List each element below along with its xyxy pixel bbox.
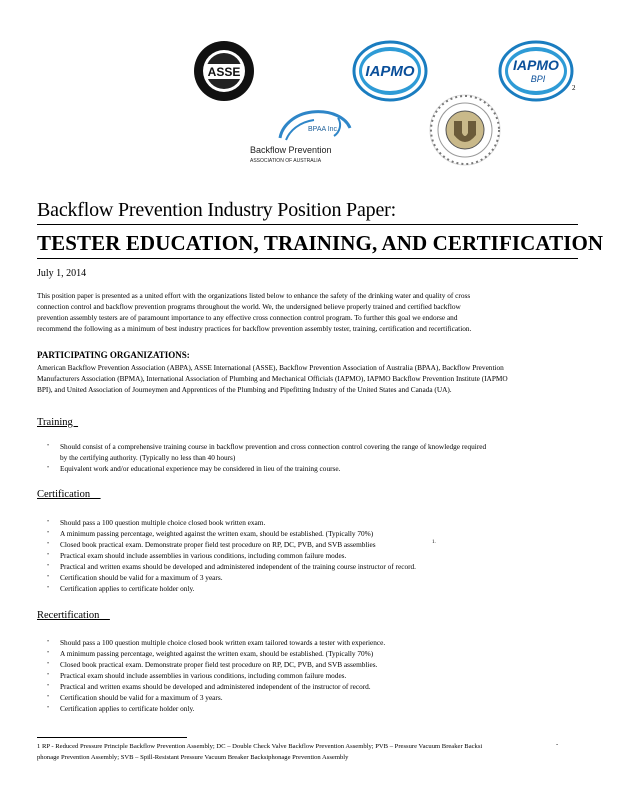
recertification-heading: Recertification: [37, 610, 110, 621]
participating-line: Manufacturers Association (BPMA), International Association of Plumbing and Mechanical Officials (IAPMO), IAPMO Backflow Prevention Institute (IAPMO: [37, 374, 508, 383]
svg-text:IAPMO: IAPMO: [365, 63, 415, 80]
document-subtitle: TESTER EDUCATION, TRAINING, AND CERTIFICATION: [37, 231, 604, 255]
list-item: • Closed book practical exam. Demonstrate proper field test procedure on RP, DC, PVB, and SVB assemblies: [47, 539, 416, 550]
training-heading: Training: [37, 417, 79, 428]
list-item-continuation: by the certifying authority. (Typically no less than 40 hours): [60, 453, 236, 462]
ua-seal-logo: [428, 93, 502, 167]
title-divider: [37, 224, 578, 225]
list-item: • A minimum passing percentage, weighted against the written exam, should be established. (Typically 70%): [47, 528, 416, 539]
list-item: • Practical exam should include assemblies in various conditions, including common failure modes.: [47, 670, 385, 681]
footnote: [37, 741, 567, 763]
list-item: • Should pass a 100 question multiple choice closed book written exam tailored towards a tester with experience.: [47, 637, 385, 648]
svg-text:IAPMO: IAPMO: [513, 57, 559, 73]
footnote-line: 1 RP - Reduced Pressure Principle Backflow Prevention Assembly; DC – Double Check Valve Backflow Prevention Assembly; PVB – Pressure Vacuum Breaker Backsi: [37, 743, 483, 750]
list-item: • Practical and written exams should be developed and administered independent of the instructor of record.: [47, 681, 385, 692]
participating-line: American Backflow Prevention Association (ABPA), ASSE International (ASSE), Backflow Prevention Association of Australia (BPAA), Backflow Prevention: [37, 363, 504, 372]
iapmo-bpi-logo: [498, 40, 574, 102]
intro-line: prevention assembly testers are of paramount importance to any effective cross connection control program. To further this goal we endorse and: [37, 313, 458, 322]
list-item: • Certification applies to certificate holder only.: [47, 703, 385, 714]
list-item: • Practical and written exams should be developed and administered independent of the training course instructor of record.: [47, 561, 416, 572]
participating-heading: PARTICIPATING ORGANIZATIONS:: [37, 350, 190, 360]
logo-footnote-mark: 2: [572, 84, 576, 92]
footnote-divider: [37, 737, 187, 738]
document-date: July 1, 2014: [37, 268, 87, 279]
document-title: Backflow Prevention Industry Position Paper:: [37, 199, 396, 221]
list-item: • Certification should be valid for a maximum of 3 years.: [47, 572, 416, 583]
intro-line: recommend the following as a minimum of best industry practices for backflow prevention assembly tester, training, certification and recertification.: [37, 324, 472, 333]
list-item: • A minimum passing percentage, weighted against the written exam, should be established. (Typically 70%): [47, 648, 385, 659]
list-item: • Certification should be valid for a maximum of 3 years.: [47, 692, 385, 703]
footnote-reference: 1.: [432, 540, 436, 545]
certification-heading: Certification: [37, 489, 101, 500]
intro-line: This position paper is presented as a united effort with the organizations listed below to enhance the safety of the drinking water and quality of cross: [37, 291, 471, 300]
asse-logo: [193, 40, 255, 102]
footnote-line: phonage Prevention Assembly; SVB – Spill-Resistant Pressure Vacuum Breaker Backsiphonage Prevention Assembly: [37, 754, 349, 761]
intro-paragraph: [37, 290, 517, 334]
svg-text:Backflow Prevention: Backflow Prevention: [250, 145, 332, 155]
list-item: • Should consist of a comprehensive training course in backflow prevention and cross connection control covering the range of knowledge required: [47, 441, 486, 452]
intro-line: connection control and backflow prevention programs throughout the world. We, the undersigned believe properly trained and certified backflow: [37, 302, 461, 311]
bpaa-logo: [250, 104, 360, 166]
svg-text:BPAA Inc.: BPAA Inc.: [308, 126, 339, 133]
list-item: • Closed book practical exam. Demonstrate proper field test procedure on RP, DC, PVB, and SVB assemblies.: [47, 659, 385, 670]
subtitle-divider: [37, 258, 578, 259]
list-item: • Certification applies to certificate holder only.: [47, 583, 416, 594]
list-item: • Should pass a 100 question multiple choice closed book written exam.: [47, 517, 416, 528]
svg-text:ASSOCIATION OF AUSTRALIA: ASSOCIATION OF AUSTRALIA: [250, 158, 322, 164]
list-item: • Equivalent work and/or educational experience may be considered in lieu of the training course.: [47, 463, 486, 474]
participating-line: BPI), and United Association of Journeymen and Apprentices of the Plumbing and Pipefitting Industry of the United States and Canada (UA).: [37, 385, 452, 394]
recertification-list: [47, 637, 385, 714]
svg-text:BPI: BPI: [530, 74, 546, 84]
iapmo-logo: [352, 40, 428, 102]
participating-paragraph: [37, 362, 557, 395]
certification-list: [47, 517, 416, 594]
training-list: [47, 441, 486, 474]
list-item: • Practical exam should include assemblies in various conditions, including common failure modes.: [47, 550, 416, 561]
svg-text:ASSE: ASSE: [207, 65, 241, 79]
footnote-tail-mark: -: [556, 741, 559, 748]
